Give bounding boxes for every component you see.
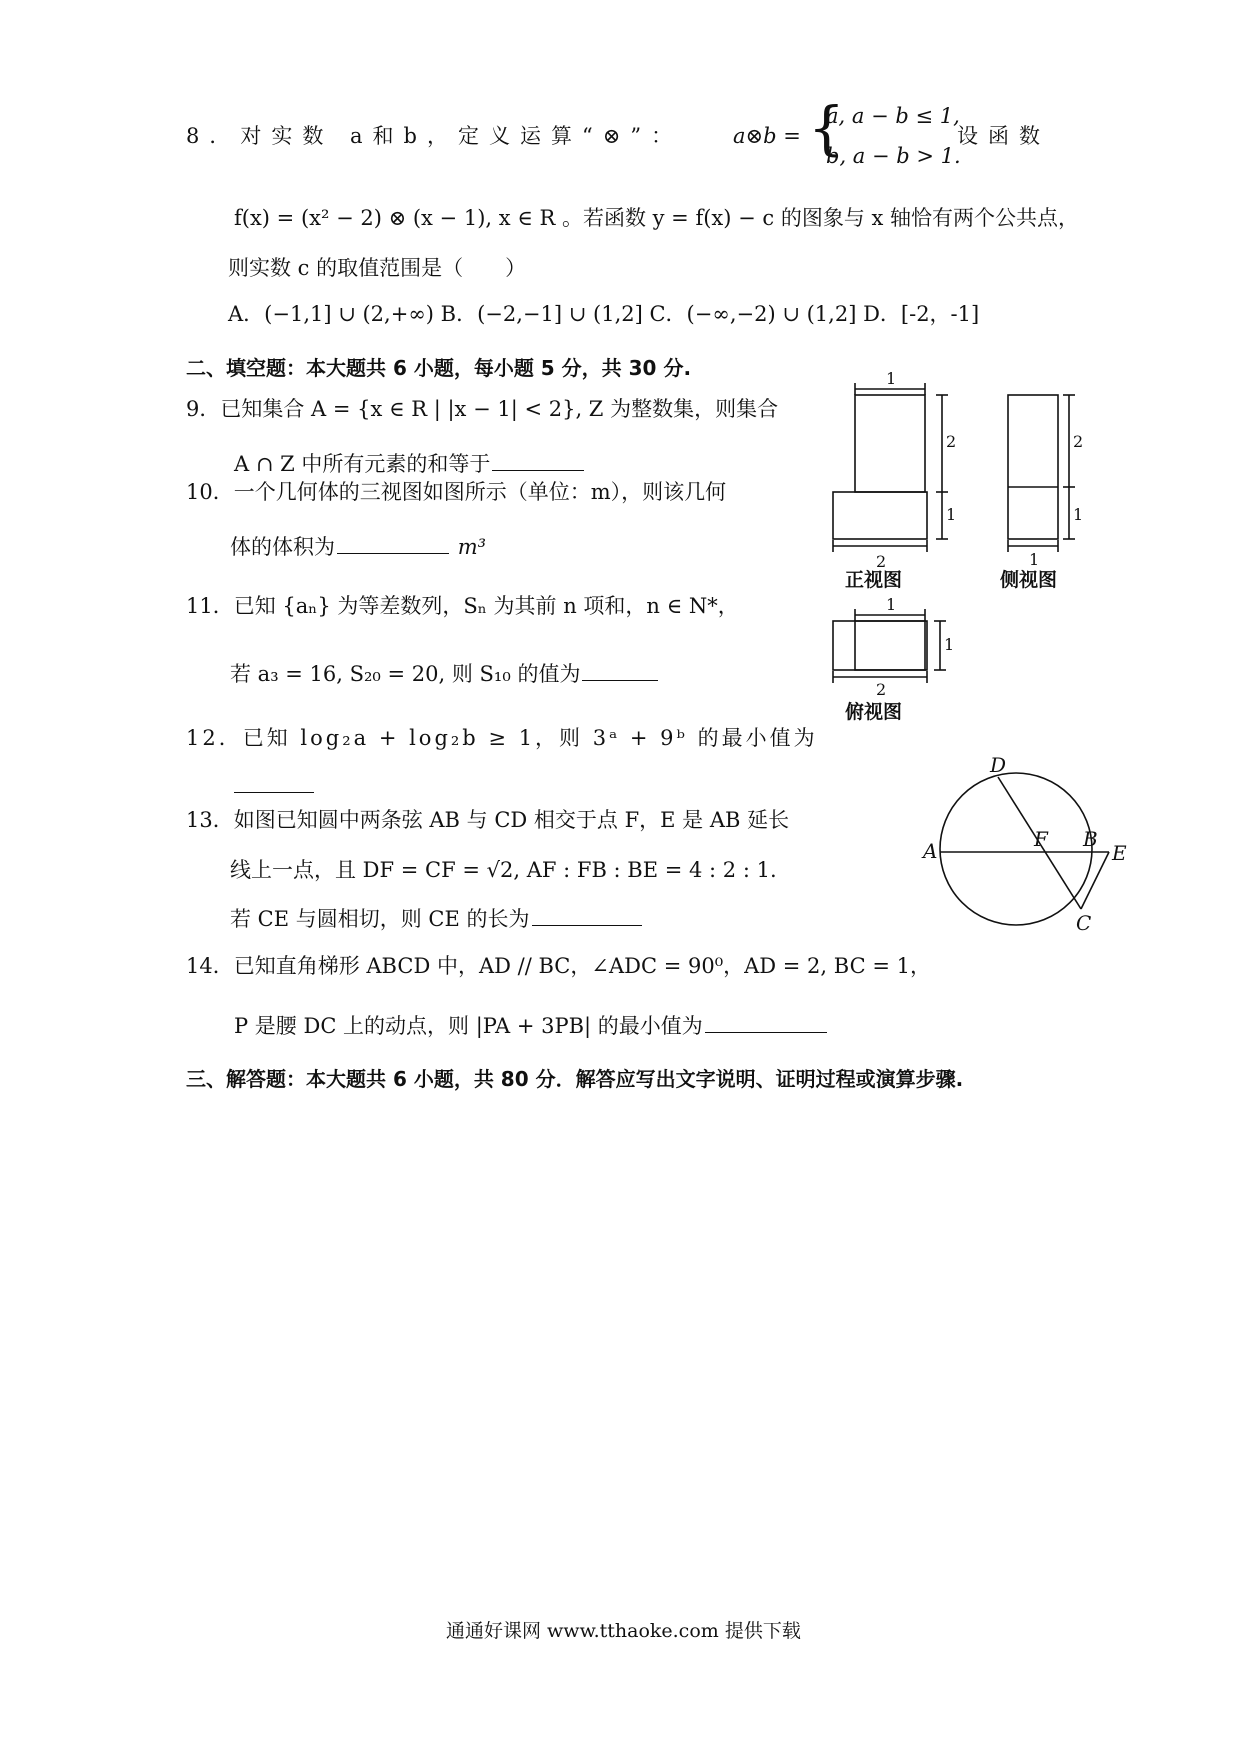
front-top-height: 2 [946, 432, 957, 451]
q8-tail: 设函数 [957, 124, 1050, 148]
q14-line2 [234, 1010, 829, 1041]
q9-line2-text: A ∩ Z 中所有元素的和等于 [234, 452, 491, 476]
q13-line2: 线上一点，且 DF = CF = √2, AF : FB : BE = 4 : 2 : 1. [230, 858, 777, 882]
q14-line1: 14．已知直角梯形 ABCD 中，AD // BC，∠ADC = 90⁰，AD = 2, BC = 1， [186, 954, 931, 978]
q8-line2: f(x) = (x² − 2) ⊗ (x − 1), x ∈ R 。若函数 y = f(x) − c 的图象与 x 轴恰有两个公共点， [234, 206, 1080, 230]
label-e: E [1112, 841, 1127, 865]
q8-case-2: b, a − b > 1. [826, 144, 961, 168]
side-view-caption: 侧视图 [1000, 569, 1058, 591]
q13-line1: 13．如图已知圆中两条弦 AB 与 CD 相交于点 F，E 是 AB 延长 [186, 808, 790, 832]
front-view-caption: 正视图 [845, 569, 903, 591]
section3-header: 三、解答题：本大题共 6 小题，共 80 分．解答应写出文字说明、证明过程或演算步骤. [186, 1067, 964, 1091]
label-a: A [923, 839, 938, 863]
section2-header: 二、填空题：本大题共 6 小题，每小题 5 分，共 30 分. [186, 356, 692, 380]
circle [940, 773, 1092, 925]
front-bottom-width: 2 [876, 552, 887, 571]
top-inner-width: 1 [886, 595, 897, 614]
q10-line2-text: 体的体积为 [230, 535, 335, 559]
top-width: 2 [876, 680, 887, 699]
q11-line2-text: 若 a₃ = 16, S₂₀ = 20, 则 S₁₀ 的值为 [230, 662, 581, 686]
q11-line1: 11．已知 {aₙ} 为等差数列，Sₙ 为其前 n 项和，n ∈ N*， [186, 594, 739, 618]
q14-line2-text: P 是腰 DC 上的动点，则 |PA + 3PB| 的最小值为 [234, 1014, 703, 1038]
front-bottom-height: 1 [946, 505, 957, 524]
q8-lead-text: 8．对实数 a和b，定义运算“⊗”： [186, 124, 683, 148]
q8-case-1: a, a − b ≤ 1, [826, 104, 960, 128]
q10-line1: 10．一个几何体的三视图如图所示（单位：m），则该几何 [186, 480, 727, 504]
top-height: 1 [944, 635, 955, 654]
q10-unit: m³ [457, 535, 487, 559]
q14-answer-blank [705, 1010, 827, 1033]
q8-brace: { [808, 94, 845, 162]
label-d: D [990, 753, 1007, 777]
label-f: F [1034, 827, 1048, 851]
top-view-caption: 俯视图 [845, 701, 903, 723]
q9-line1: 9．已知集合 A = {x ∈ R | |x − 1| < 2}, Z 为整数集，则集合 [186, 397, 779, 421]
side-top-height: 2 [1073, 432, 1084, 451]
label-b: B [1083, 827, 1098, 851]
side-bottom-height: 1 [1073, 505, 1084, 524]
q8-operation-lhs: a⊗b = [733, 124, 801, 148]
q12-line1: 12．已知 log₂a + log₂b ≥ 1，则 3ᵃ + 9ᵇ 的最小值为 [186, 726, 818, 750]
q8-line3: 则实数 c 的取值范围是（ ） [228, 256, 527, 280]
front-top-width: 1 [886, 369, 897, 388]
page-footer: 通通好课网 www.tthaoke.com 提供下载 [446, 1620, 801, 1642]
side-width: 1 [1029, 550, 1040, 569]
q8-options: A．(−1,1] ∪ (2,+∞) B．(−2,−1] ∪ (1,2] C．(−∞,−2) ∪ (1,2] D．[-2，-1] [228, 302, 980, 326]
q13-line3-text: 若 CE 与圆相切，则 CE 的长为 [230, 907, 530, 931]
label-c: C [1076, 911, 1092, 935]
